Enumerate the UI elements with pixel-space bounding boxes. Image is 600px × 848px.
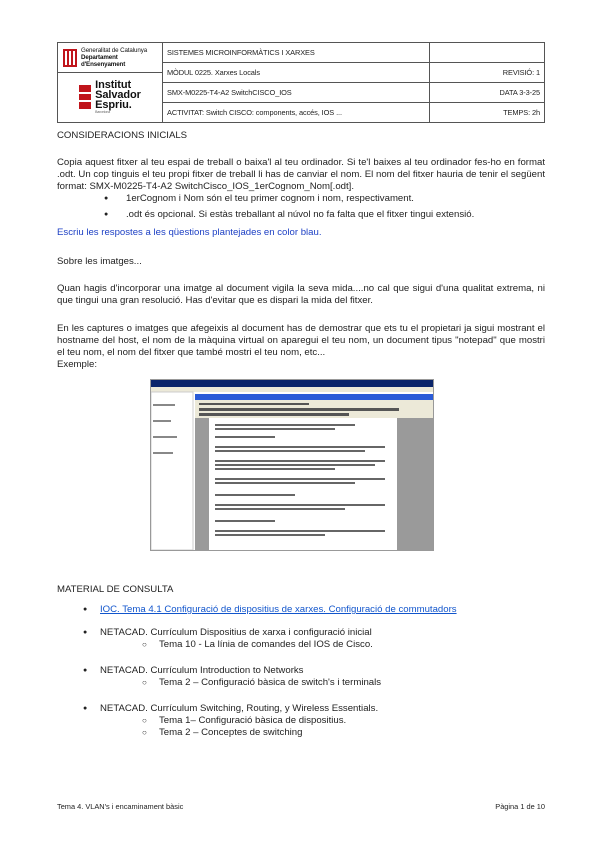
images-title: Sobre les imatges...: [57, 256, 142, 267]
document-body: [57, 130, 545, 739]
intro-paragraph: Copia aquest fitxer al teu espai de treball o baixa'l al teu ordinador. Si te'l baixes al teu ordinador fes-ho en format .odt. Un cop tinguis el teu propi fitxer de treball li has de canviar el nom. El nom del fitxer hauria de tenir el següent format: SMX-M0225-T4-A2 SwitchCisco_IOS_1erCognom_Nom[.odt].: [57, 157, 545, 192]
gencat-line-2: Departament: [81, 54, 118, 61]
example-screenshot-drawing: [151, 380, 433, 550]
footer-topic: Tema 4. VLAN's i encaminament bàsic: [57, 802, 184, 811]
bullet-item: ● .odt és opcional. Si estàs treballant al núvol no fa falta que el fitxer tingui extensió.: [57, 209, 545, 221]
page-number: Pàgina 1 de 10: [495, 802, 545, 811]
material-sub-item: ○ Tema 2 – Conceptes de switching: [57, 727, 545, 739]
institute-logo: [58, 73, 162, 121]
institute-line-2: Salvador: [95, 88, 141, 101]
images-paragraph: Quan hagis d'incorporar una imatge al document vigila la seva mida....no cal que sigui d'una qualitat extrema, ni que tingui una gran resolució. Has d'evitar que es dispari la mida del fitxer.: [57, 283, 545, 306]
material-item: [57, 604, 545, 616]
document-header: [57, 42, 545, 123]
ioc-link[interactable]: IOC. Tema 4.1 Configuració de dispositius de xarxes. Configuració de commutadors: [100, 604, 457, 615]
material-item: ● NETACAD. Currículum Dispositius de xarxa i configuració inicial: [57, 627, 545, 639]
material-title: MATERIAL DE CONSULTA: [57, 584, 174, 595]
initial-considerations-title: CONSIDERACIONS INICIALS: [57, 130, 188, 141]
example-label: Exemple:: [57, 359, 97, 370]
cycle-name: SISTEMES MICROINFORMÀTICS I XARXES: [163, 43, 430, 63]
activity-code: SMX-M0225-T4-A2 SwitchCISCO_IOS: [163, 83, 430, 103]
captures-paragraph: En les captures o imatges que afegeixis al document has de demostrar que ets tu el propietari ja sigui mostrant el hostname del host, el nom de la màquina virtual on aparegui el teu nom, un document tipus "notepad" que mostri el teu nom, el nom del fitxer que també mostri el teu nom, etc...: [57, 323, 545, 358]
empty-cell: [430, 43, 545, 63]
material-sub-item: ○ Tema 10 - La línia de comandes del IOS de Cisco.: [57, 639, 545, 651]
gencat-emblem-icon: [63, 49, 77, 67]
module-name: MÒDUL 0225. Xarxes Locals: [163, 63, 430, 83]
example-screenshot-image: [150, 379, 434, 551]
gencat-line-1: Generalitat de Catalunya: [81, 47, 148, 54]
gencat-logo: [58, 43, 162, 73]
institute-sub: Barcelona: [95, 109, 111, 114]
time: TEMPS: 2h: [430, 103, 545, 123]
revision: REVISIÓ: 1: [430, 63, 545, 83]
material-item: ● NETACAD. Currículum Switching, Routing, y Wireless Essentials.: [57, 703, 545, 715]
date: DATA 3-3-25: [430, 83, 545, 103]
material-item: ● NETACAD. Currículum Introduction to Networks: [57, 665, 545, 677]
page-footer: [57, 802, 545, 811]
material-sub-item: ○ Tema 1– Configuració bàsica de dispositius.: [57, 715, 545, 727]
activity-name: ACTIVITAT: Switch CISCO: components, accés, IOS ...: [163, 103, 430, 123]
blue-answer-note: Escriu les respostes a les qüestions plantejades en color blau.: [57, 227, 322, 238]
gencat-line-3: d'Ensenyament: [81, 61, 126, 68]
material-sub-item: ○ Tema 2 – Configuració bàsica de switch's i terminals: [57, 677, 545, 689]
logo-cell: [58, 43, 163, 123]
institute-emblem-icon: [79, 85, 91, 109]
institute-line-1: Institut: [95, 78, 132, 91]
institute-line-3: Espriu.: [95, 98, 132, 111]
bullet-item: ● 1erCognom i Nom són el teu primer cognom i nom, respectivament.: [57, 193, 545, 205]
